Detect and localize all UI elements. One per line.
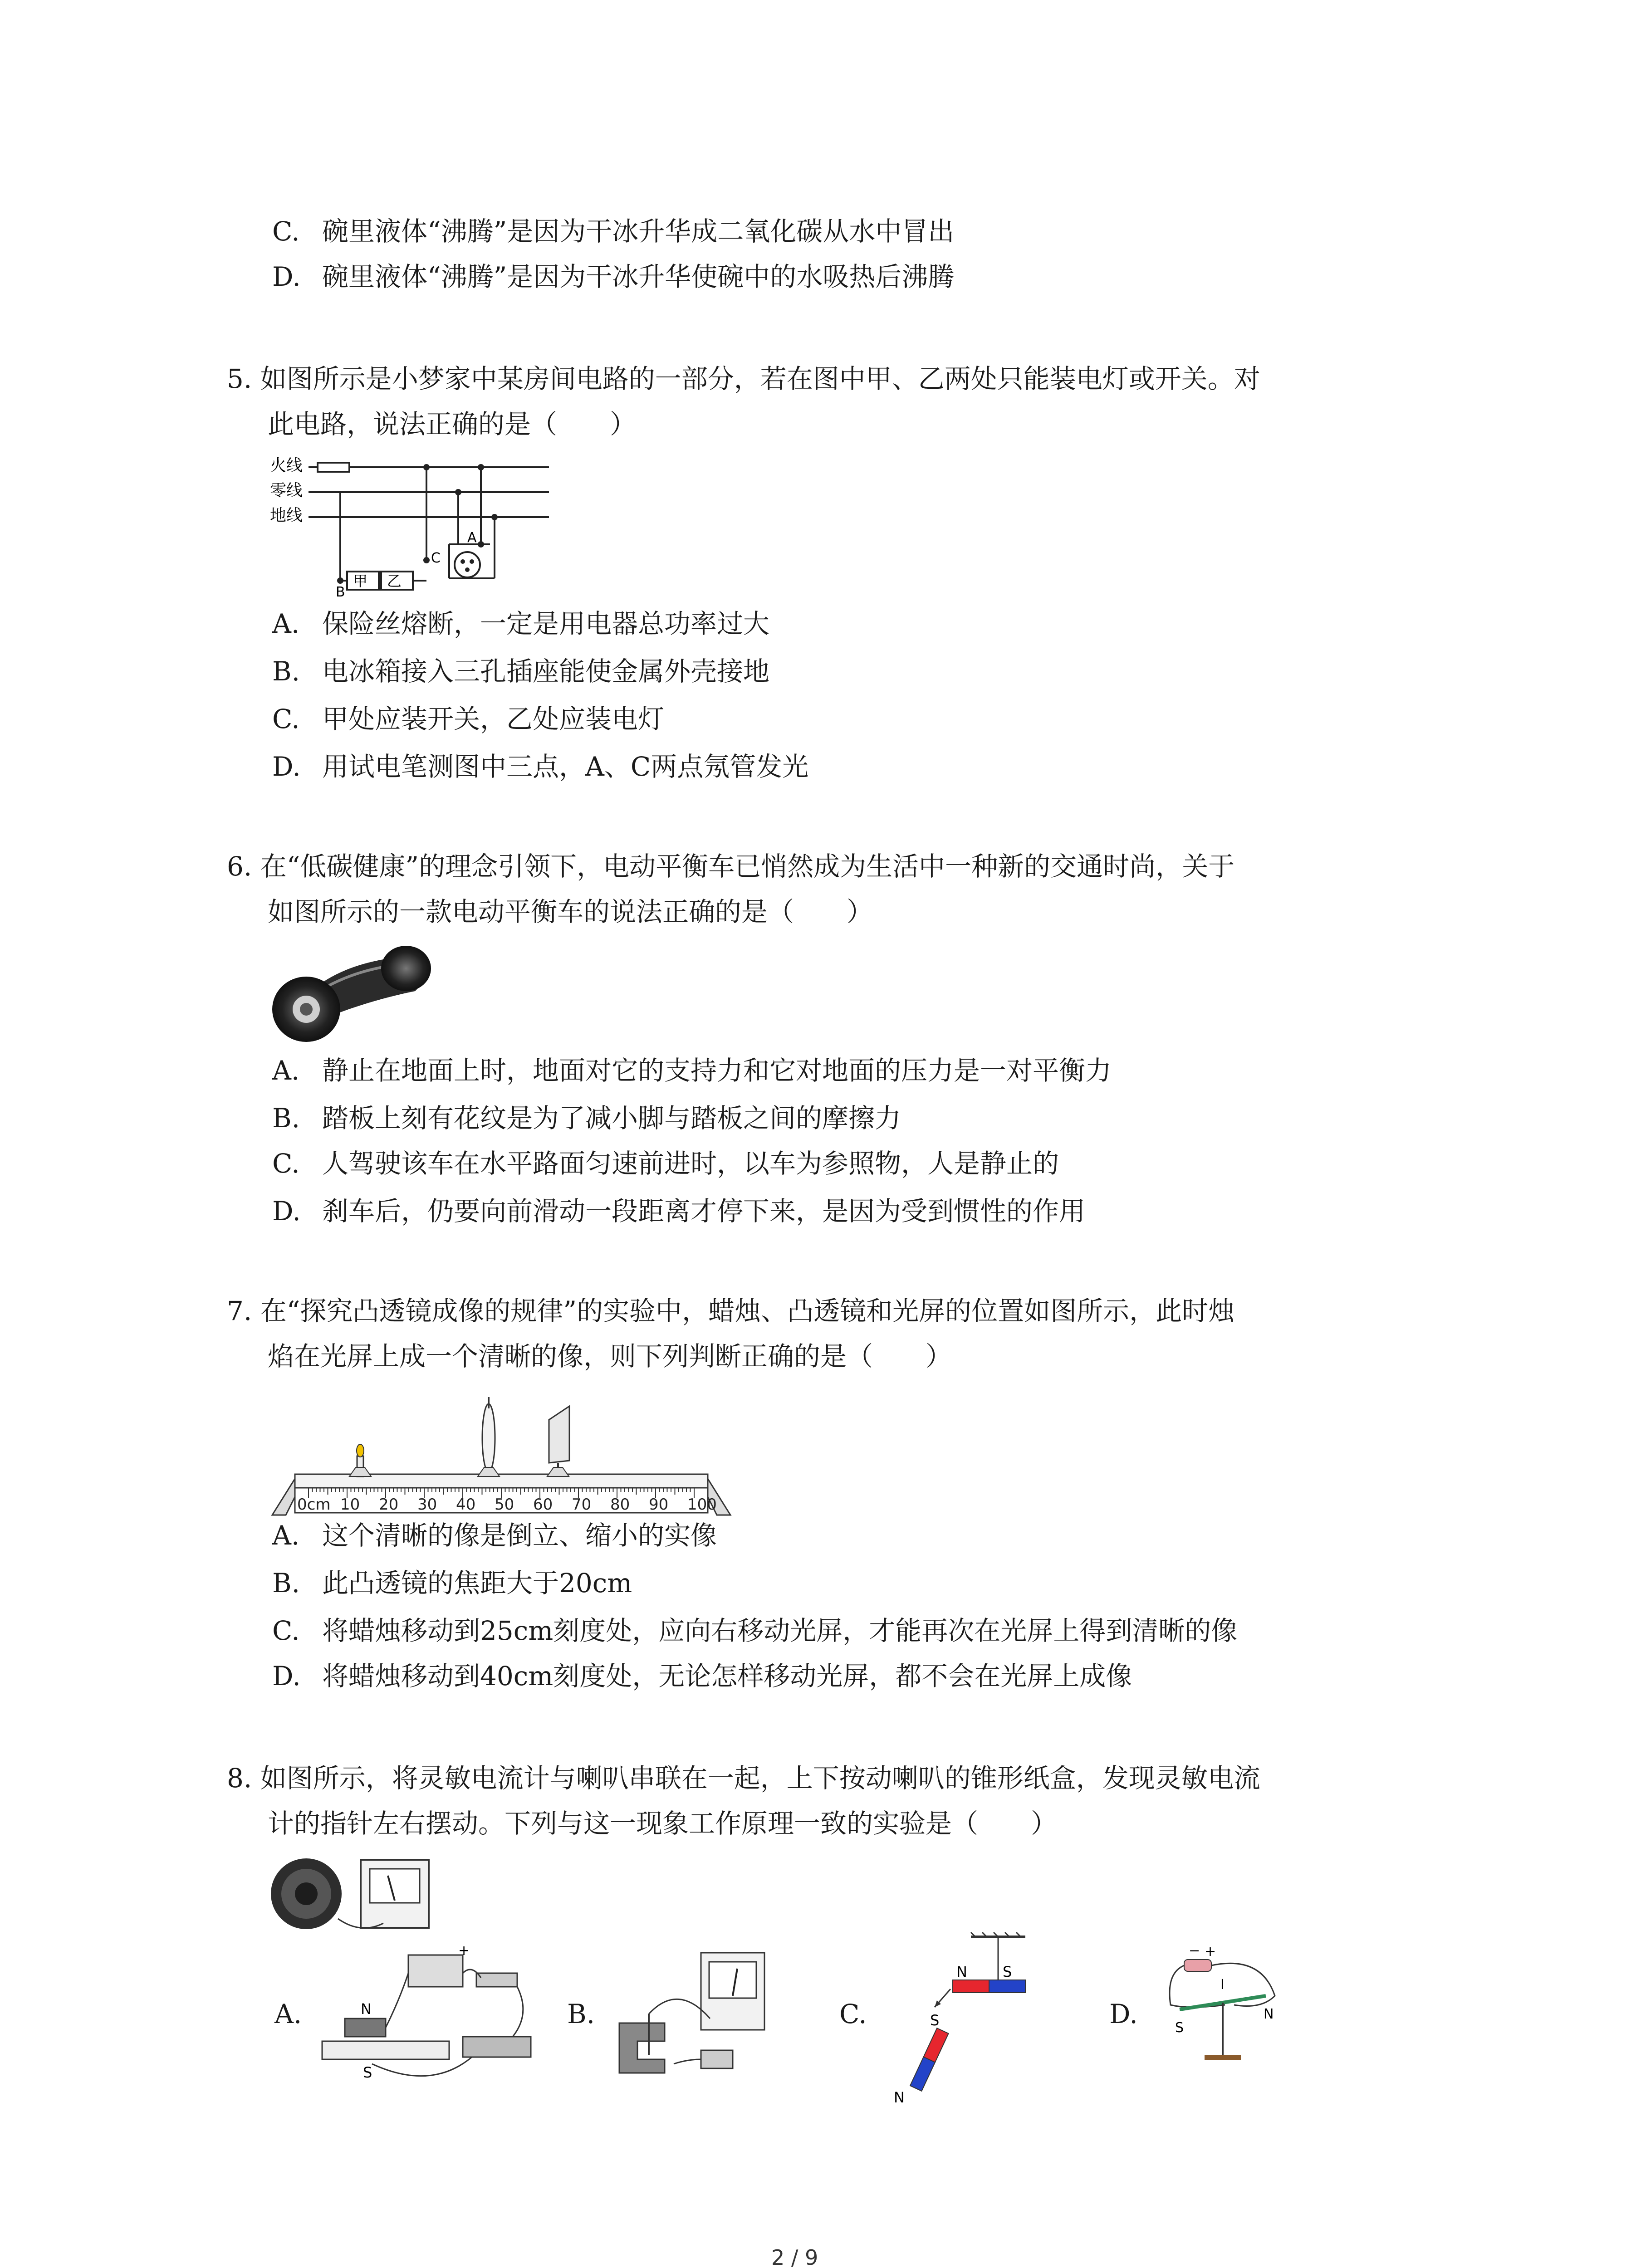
q6-stem-line2: 如图所示的一款电动平衡车的说法正确的是（ ） <box>268 896 873 927</box>
yi-label: 乙 <box>387 572 402 590</box>
q5-option-c: C. 甲处应装开关，乙处应装电灯 <box>272 704 665 734</box>
convex-lens <box>478 1397 500 1476</box>
jia-label: 甲 <box>353 572 368 590</box>
d-south-label: S <box>1175 2020 1184 2036</box>
q7-option-d: D. 将蜡烛移动到40cm刻度处，无论怎样移动光屏，都不会在光屏上成像 <box>272 1661 1132 1691</box>
q4-option-c: C. 碗里液体“沸腾”是因为干冰升华成二氧化碳从水中冒出 <box>272 216 955 247</box>
balance-scooter-image <box>270 941 438 1046</box>
ruler-label: 30 <box>417 1496 437 1514</box>
q8-option-d-figure <box>1161 1946 1298 2073</box>
q5-option-b: B. 电冰箱接入三孔插座能使金属外壳接地 <box>272 656 770 687</box>
c-south-top: S <box>1003 1963 1012 1980</box>
d-plus-label: + <box>1205 1946 1216 1960</box>
q8-stem-line2: 计的指针左右摆动。下列与这一现象工作原理一致的实验是（ ） <box>268 1808 1058 1839</box>
q8-option-b-letter: B. <box>567 1999 595 2029</box>
c-north-top: N <box>956 1963 967 1980</box>
light-screen <box>547 1406 569 1476</box>
q5-option-a: A. 保险丝熔断，一定是用电器总功率过大 <box>272 608 770 639</box>
ruler-label: 50 <box>495 1496 514 1514</box>
q6-stem-line1: 6. 在“低碳健康”的理念引领下，电动平衡车已悄然成为生活中一种新的交通时尚，关于 <box>227 851 1235 882</box>
point-b-label: B <box>336 584 345 599</box>
candle <box>349 1444 371 1476</box>
q6-option-a: A. 静止在地面上时，地面对它的支持力和它对地面的压力是一对平衡力 <box>272 1055 1112 1086</box>
ruler-label: 70 <box>572 1496 592 1514</box>
q6-option-d: D. 刹车后，仍要向前滑动一段距离才停下来，是因为受到惯性的作用 <box>272 1196 1086 1227</box>
q8-option-a-letter: A. <box>274 1999 302 2029</box>
q8-stem-line1: 8. 如图所示，将灵敏电流计与喇叭串联在一起，上下按动喇叭的锥形纸盒，发现灵敏电流 <box>227 1763 1260 1794</box>
q5-circuit-figure <box>268 449 558 599</box>
q8-option-a-figure <box>318 1946 540 2096</box>
south-pole-label: S <box>363 2064 372 2081</box>
ruler-label: 60 <box>533 1496 553 1514</box>
point-c-label: C <box>431 550 441 566</box>
q4-option-d: D. 碗里液体“沸腾”是因为干冰升华使碗中的水吸热后沸腾 <box>272 261 955 292</box>
q8-option-c-letter: C. <box>839 1999 867 2029</box>
neutral-wire-label: 零线 <box>270 481 303 500</box>
speaker-galvanometer-figure <box>270 1855 442 1935</box>
d-minus-label: − <box>1189 1946 1200 1959</box>
q7-option-c: C. 将蜡烛移动到25cm刻度处，应向右移动光屏，才能再次在光屏上得到清晰的像 <box>272 1615 1238 1646</box>
q7-stem-line1: 7. 在“探究凸透镜成像的规律”的实验中，蜡烛、凸透镜和光屏的位置如图所示，此时烛 <box>227 1295 1235 1326</box>
plus-label: + <box>458 1946 470 1959</box>
q8-option-d-letter: D. <box>1109 1999 1138 2029</box>
ruler-label: 0cm <box>297 1496 331 1514</box>
ruler-label: 90 <box>649 1496 669 1514</box>
ground-wire-label: 地线 <box>270 506 303 525</box>
ruler-label: 100 <box>687 1496 717 1514</box>
current-i-label: I <box>1220 1977 1225 1993</box>
point-a-label: A <box>467 530 477 546</box>
d-north-label: N <box>1264 2006 1274 2022</box>
north-pole-label: N <box>361 2000 372 2018</box>
q8-option-b-figure <box>610 1946 774 2082</box>
q6-option-b: B. 踏板上刻有花纹是为了减小脚与踏板之间的摩擦力 <box>272 1103 901 1134</box>
c-north-bottom: N <box>894 2089 905 2106</box>
q6-option-c: C. 人驾驶该车在水平路面匀速前进时，以车为参照物，人是静止的 <box>272 1148 1059 1179</box>
q7-stem-line2: 焰在光屏上成一个清晰的像，则下列判断正确的是（ ） <box>268 1341 952 1372</box>
q5-stem-line1: 5. 如图所示是小梦家中某房间电路的一部分，若在图中甲、乙两处只能装电灯或开关。对 <box>227 363 1260 394</box>
optical-bench-figure <box>268 1388 735 1520</box>
live-wire-label: 火线 <box>270 456 303 475</box>
ruler-label: 10 <box>340 1496 360 1514</box>
q7-option-a: A. 这个清晰的像是倒立、缩小的实像 <box>272 1520 717 1551</box>
ruler-label: 40 <box>456 1496 476 1514</box>
q5-stem-line2: 此电路，说法正确的是（ ） <box>268 409 637 440</box>
ruler-label: 80 <box>610 1496 630 1514</box>
q8-option-c-figure <box>889 1928 1043 2109</box>
c-south-bottom: S <box>930 2012 940 2029</box>
ruler-label: 20 <box>379 1496 399 1514</box>
q5-option-d: D. 用试电笔测图中三点，A、C两点氖管发光 <box>272 751 809 782</box>
page-number: 2 / 9 <box>771 2245 818 2268</box>
q7-option-b: B. 此凸透镜的焦距大于20cm <box>272 1568 632 1598</box>
